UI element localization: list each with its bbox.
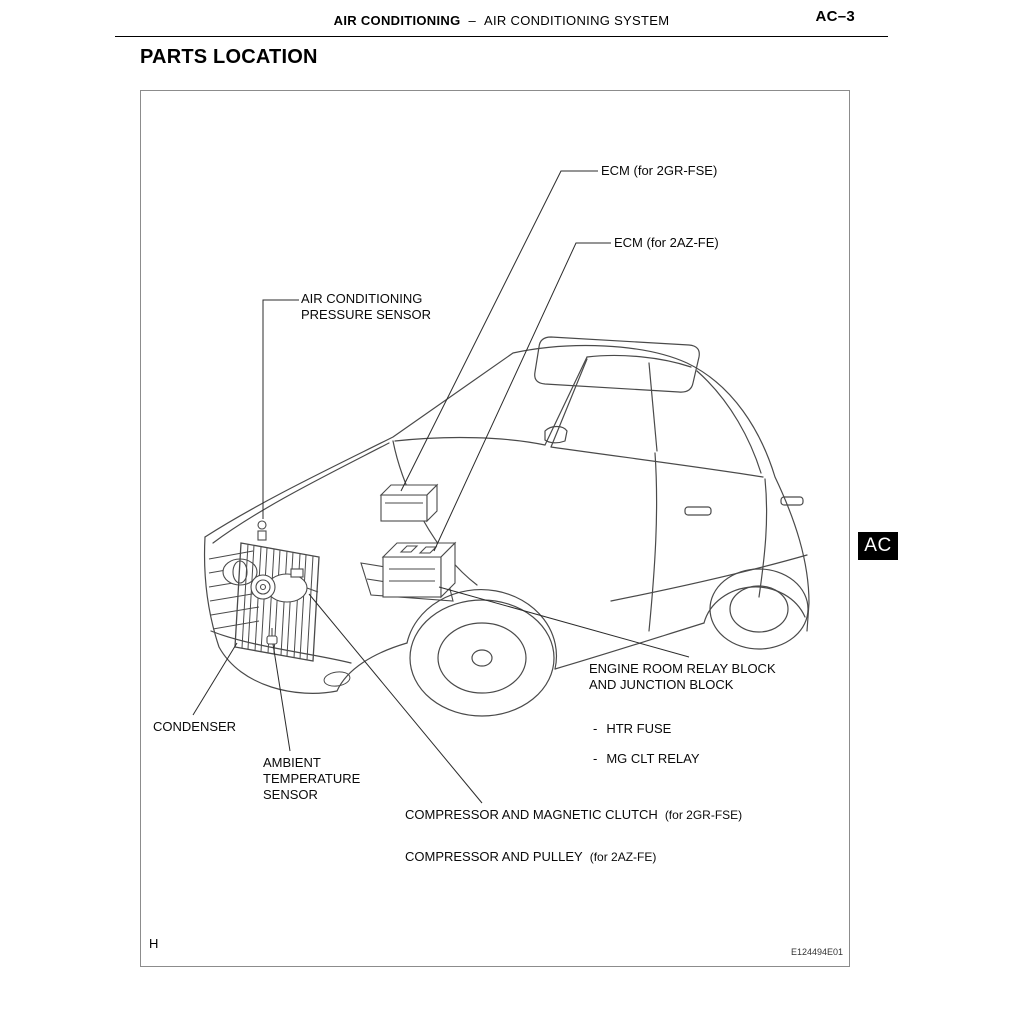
label-ambient-line3: SENSOR <box>263 787 318 802</box>
label-pressure-sensor <box>301 291 431 323</box>
bullet-dash: - <box>593 721 598 736</box>
label-ambient-sensor <box>263 755 360 803</box>
label-ambient-line2: TEMPERATURE <box>263 771 361 786</box>
rear-wheel <box>710 569 808 649</box>
leader-ambient-sensor <box>273 644 290 751</box>
leader-ecm-2gr <box>401 171 598 491</box>
section-tab-ac: AC <box>858 532 898 560</box>
leader-ecm-2az <box>434 243 611 551</box>
label-relay-block-line1: ENGINE ROOM RELAY BLOCK <box>589 661 776 676</box>
page-number: AC–3 <box>815 8 855 25</box>
fog-light <box>323 670 351 687</box>
header-section: AIR CONDITIONING <box>333 13 461 28</box>
figure-frame <box>140 90 850 967</box>
leader-condenser <box>193 643 237 715</box>
label-compressor-pulley-text: COMPRESSOR AND PULLEY <box>405 849 583 864</box>
sunroof <box>535 337 700 392</box>
compressor-part <box>251 569 318 602</box>
front-wheel <box>410 600 554 716</box>
label-compressor-clutch-text: COMPRESSOR AND MAGNETIC CLUTCH <box>405 807 658 822</box>
label-mg-clt-relay-text: MG CLT RELAY <box>606 751 700 766</box>
label-relay-block-line2: AND JUNCTION BLOCK <box>589 677 734 692</box>
page-title: PARTS LOCATION <box>140 46 318 68</box>
ecm-upper-part <box>381 485 437 521</box>
label-htr-fuse-text: HTR FUSE <box>606 721 672 736</box>
running-header <box>115 13 888 28</box>
label-pressure-sensor-line2: PRESSURE SENSOR <box>301 307 432 322</box>
label-ecm-2gr: ECM (for 2GR-FSE) <box>601 163 718 178</box>
label-condenser: CONDENSER <box>153 719 237 734</box>
label-ecm-2az: ECM (for 2AZ-FE) <box>614 235 719 250</box>
label-relay-block <box>589 661 776 693</box>
label-compressor-pulley-note: (for 2AZ-FE) <box>589 850 657 864</box>
label-compressor-clutch <box>405 807 742 823</box>
label-htr-fuse <box>593 721 671 737</box>
car-diagram-svg <box>141 91 849 966</box>
pressure-sensor-part <box>258 521 266 540</box>
figure-code: E124494E01 <box>790 947 843 957</box>
header-rule <box>115 36 888 37</box>
revision-mark: H <box>149 936 159 951</box>
leader-lines <box>193 171 689 803</box>
label-compressor-clutch-note: (for 2GR-FSE) <box>664 808 743 822</box>
label-ambient-line1: AMBIENT <box>263 755 321 770</box>
label-mg-clt-relay <box>593 751 700 767</box>
label-compressor-pulley <box>405 849 656 865</box>
label-pressure-sensor-line1: AIR CONDITIONING <box>301 291 423 306</box>
header-dash: – <box>468 13 477 28</box>
header-subsection: AIR CONDITIONING SYSTEM <box>484 13 670 28</box>
bullet-dash: - <box>593 751 598 766</box>
